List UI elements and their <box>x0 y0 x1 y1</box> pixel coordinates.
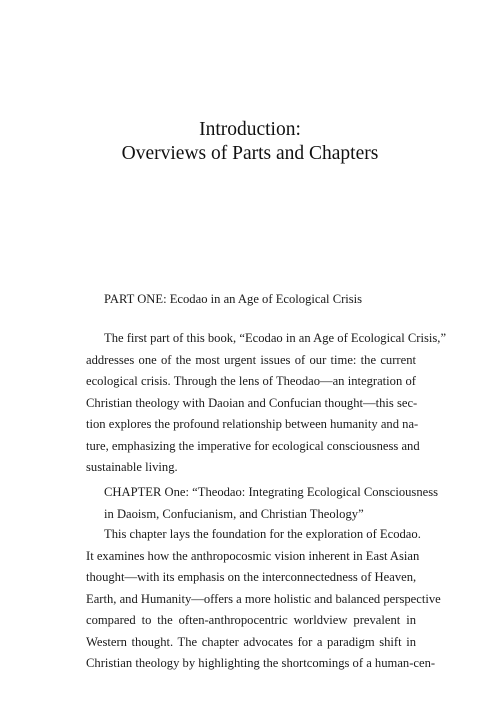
paragraph-line: compared to the often-anthropocentric worldview prevalent in <box>86 613 416 627</box>
paragraph-line: ture, emphasizing the imperative for ecological consciousness and <box>86 438 420 453</box>
chapter-heading-line-1: CHAPTER One: “Theodao: Integrating Ecological Consciousness <box>104 485 439 499</box>
paragraph-line: Earth, and Humanity—offers a more holistic and balanced perspective <box>86 591 441 606</box>
chapter-one-heading <box>86 482 439 525</box>
title-line-2: Overviews of Parts and Chapters <box>121 143 379 164</box>
paragraph-part-one <box>86 328 447 479</box>
paragraph-line: This chapter lays the foundation for the exploration of Ecodao. <box>104 527 421 541</box>
paragraph-line: sustainable living. <box>86 460 178 474</box>
paragraph-line: Christian theology with Daoian and Confucian thought—this sec- <box>86 395 418 410</box>
paragraph-line: addresses one of the most urgent issues of our time: the current <box>86 352 416 367</box>
paragraph-chapter-one <box>86 524 441 675</box>
chapter-title <box>0 118 500 166</box>
paragraph-line: tion explores the profound relationship between humanity and na- <box>86 417 419 431</box>
paragraph-line: thought—with its emphasis on the interconnectedness of Heaven, <box>86 570 417 584</box>
chapter-heading-line-2: in Daoism, Confucianism, and Christian Theology” <box>104 506 364 521</box>
paragraph-line: The first part of this book, “Ecodao in an Age of Ecological Crisis,” <box>104 331 447 345</box>
paragraph-line: Christian theology by highlighting the shortcomings of a human-cen- <box>86 656 436 670</box>
paragraph-line: Western thought. The chapter advocates for a paradigm shift in <box>86 634 416 649</box>
paragraph-line: It examines how the anthropocosmic vision inherent in East Asian <box>86 548 420 563</box>
part-heading: PART ONE: Ecodao in an Age of Ecological Crisis <box>104 292 363 306</box>
title-line-1: Introduction: <box>199 119 301 140</box>
paragraph-line: ecological crisis. Through the lens of Theodao—an integration of <box>86 374 416 388</box>
